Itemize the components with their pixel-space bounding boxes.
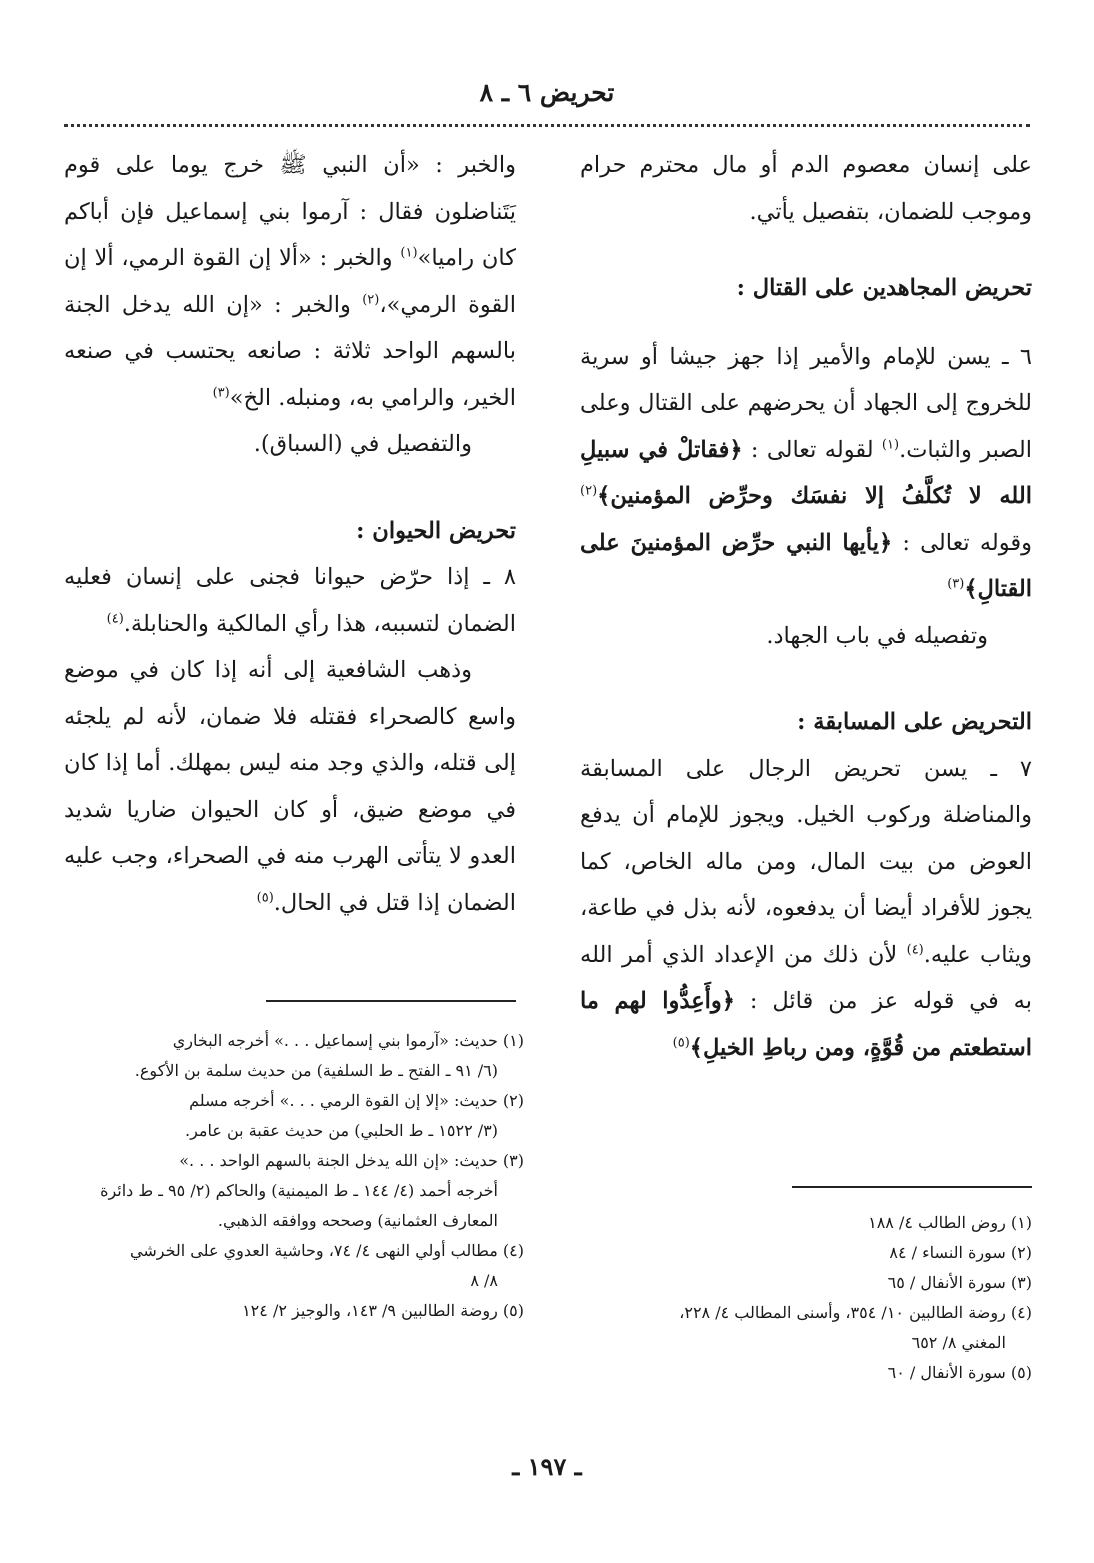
footnotes-right: [580, 1208, 1032, 1388]
footnote: (١) حديث: «آرموا بني إسماعيل . . .» أخرجه البخاري: [172, 1031, 524, 1050]
footnote-continuation: (٦/ ٩١ ـ الفتح ـ ط السلفية) من حديث سلمة بن الأكوع.: [134, 1061, 498, 1080]
intro-paragraph: على إنسان معصوم الدم أو مال محترم حرام وموجب للضمان، بتفصيل يأتي.: [580, 152, 1032, 225]
paragraph-6-mid: لقوله تعالى :: [750, 436, 882, 463]
paragraph-7: [580, 746, 1032, 1072]
paragraph-6-text: ٦ ـ يسن للإمام والأمير إذا جهز جيشا أو سرية للخروج إلى الجهاد أن يحرضهم على القتال وعلى الصبر والثبات.: [580, 343, 1032, 463]
hadith-text-3: والخبر : «إن الله يدخل الجنة بالسهم الواحد ثلاثة : صانعه يحتسب في صنعه الخير، والرامي به، ومنبله. الخ»: [64, 291, 516, 411]
footnote: (٤) مطالب أولي النهى ٤/ ٧٤، وحاشية العدوي على الخرشي: [130, 1241, 524, 1260]
footnote-rule-right: [792, 1186, 1032, 1188]
race-detail: والتفصيل في (السباق).: [253, 431, 472, 457]
quran-verse: ﴿يأيها النبي حرِّض المؤمنينَ على القتالِ﴾: [580, 529, 1032, 602]
running-header: تحريض ٦ ـ ٨: [479, 78, 615, 107]
footnote: (٢) سورة النساء / ٨٤: [889, 1243, 1032, 1262]
footnote-ref: (٥): [672, 1035, 690, 1050]
paragraph-8b: [64, 647, 516, 926]
footnote: (٥) سورة الأنفال / ٦٠: [887, 1363, 1032, 1382]
quran-verse: ﴿فقاتلْ في سبيلِ الله لا تُكلَّفُ إلا نفسَك وحرِّض المؤمنين﴾: [580, 436, 1032, 509]
right-column: [580, 142, 1032, 1071]
hadith-text-1: والخبر : «أن النبي ﷺ خرج يوما على قوم يَتَناضلون فقال : آرموا بني إسماعيل فإن أباكم كان راميا»: [64, 152, 517, 271]
paragraph-8b-text: وذهب الشافعية إلى أنه إذا كان في موضع واسع كالصحراء فقتله فلا ضمان، لأنه لم يلجئه إلى قتله، والذي وجد منه ليس بمهلك. أما إذا كان في موضع ضيق، أو كان الحيوان ضاريا شديد العدو لا يتأتى الهرب منه في الصحراء، وجب عليه الضمان إذا قتل في الحال.: [64, 657, 516, 916]
heading-incite-race: التحريض على المسابقة :: [797, 709, 1032, 735]
heading-incite-fighters: تحريض المجاهدين على القتال :: [736, 275, 1032, 301]
footnote-continuation: ٨/ ٨: [470, 1271, 498, 1290]
footnote-rule-left: [266, 1000, 516, 1002]
heading-incite-animal: تحريض الحيوان :: [356, 517, 516, 544]
footnote: (٥) روضة الطالبين ٩/ ١٤٣، والوجيز ٢/ ١٢٤: [242, 1301, 524, 1320]
footnote-ref: (٢): [580, 483, 598, 499]
footnote-ref: (١): [881, 437, 900, 452]
footnote: (٤) روضة الطالبين ١٠/ ٣٥٤، وأسنى المطالب ٤/ ٢٢٨،: [679, 1303, 1032, 1322]
footnote-ref: (٥): [256, 890, 274, 905]
footnote: (٣) حديث: «إن الله يدخل الجنة بالسهم الواحد . . .»: [179, 1151, 524, 1170]
quran-verse: ﴿وأَعِدُّوا لهم ما استطعتم من قُوَّةٍ، ومن رباطِ الخيلِ﴾: [580, 988, 1032, 1061]
footnote: (١) روض الطالب ٤/ ١٨٨: [868, 1213, 1032, 1232]
footnote-ref: (٣): [212, 385, 230, 400]
paragraph-6-mid2: وقوله تعالى :: [902, 529, 1032, 556]
footnote: (٢) حديث: «إلا إن القوة الرمي . . .» أخرجه مسلم: [189, 1091, 524, 1110]
footnote-ref: (١): [400, 245, 418, 261]
footnote-continuation: أخرجه أحمد (٤/ ١٤٤ ـ ط الميمنية) والحاكم (٢/ ٩٥ ـ ط دائرة المعارف العثمانية) وصححه ووافقه الذهبي.: [100, 1181, 498, 1230]
paragraph-6: [580, 334, 1032, 613]
paragraph-8-text: ٨ ـ إذا حرّض حيوانا فجنى على إنسان فعليه الضمان لتسببه، هذا رأي المالكية والحنابلة.: [64, 564, 516, 637]
footnote-continuation: المغني ٨/ ٦٥٢: [911, 1333, 1006, 1352]
footnote-continuation: (٣/ ١٥٢٢ ـ ط الحلبي) من حديث عقبة بن عامر.: [184, 1121, 498, 1140]
footnote-ref: (٤): [106, 611, 124, 626]
header-dotted-rule: [64, 124, 1030, 127]
footnote-ref: (٢): [362, 292, 380, 307]
paragraph-6-detail: وتفصيله في باب الجهاد.: [766, 622, 988, 649]
page-number: ـ ١٩٧ ـ: [512, 1452, 582, 1481]
paragraph-7-text: ٧ ـ يسن تحريض الرجال على المسابقة والمناضلة وركوب الخيل. ويجوز للإمام أن يدفع العوض من بيت المال، ومن ماله الخاص، كما يجوز للأفراد أيضا أن يدفعوه، لأنه بذل في طاعة، ويثاب عليه.: [580, 755, 1032, 968]
hadith-text-2: والخبر : «ألا إن القوة الرمي، ألا إن القوة الرمي»،: [64, 245, 516, 318]
footnote-ref: (٤): [906, 942, 924, 957]
footnote: (٣) سورة الأنفال / ٦٥: [887, 1273, 1032, 1292]
paragraph-7-mid: لأن ذلك من الإعداد الذي أمر الله به في قوله عز من قائل :: [580, 941, 1032, 1014]
left-column: [64, 142, 516, 926]
hadith-paragraph: [64, 142, 516, 421]
paragraph-8: [64, 554, 516, 647]
footnotes-left: [64, 1026, 524, 1326]
footnote-ref: (٣): [947, 576, 965, 592]
